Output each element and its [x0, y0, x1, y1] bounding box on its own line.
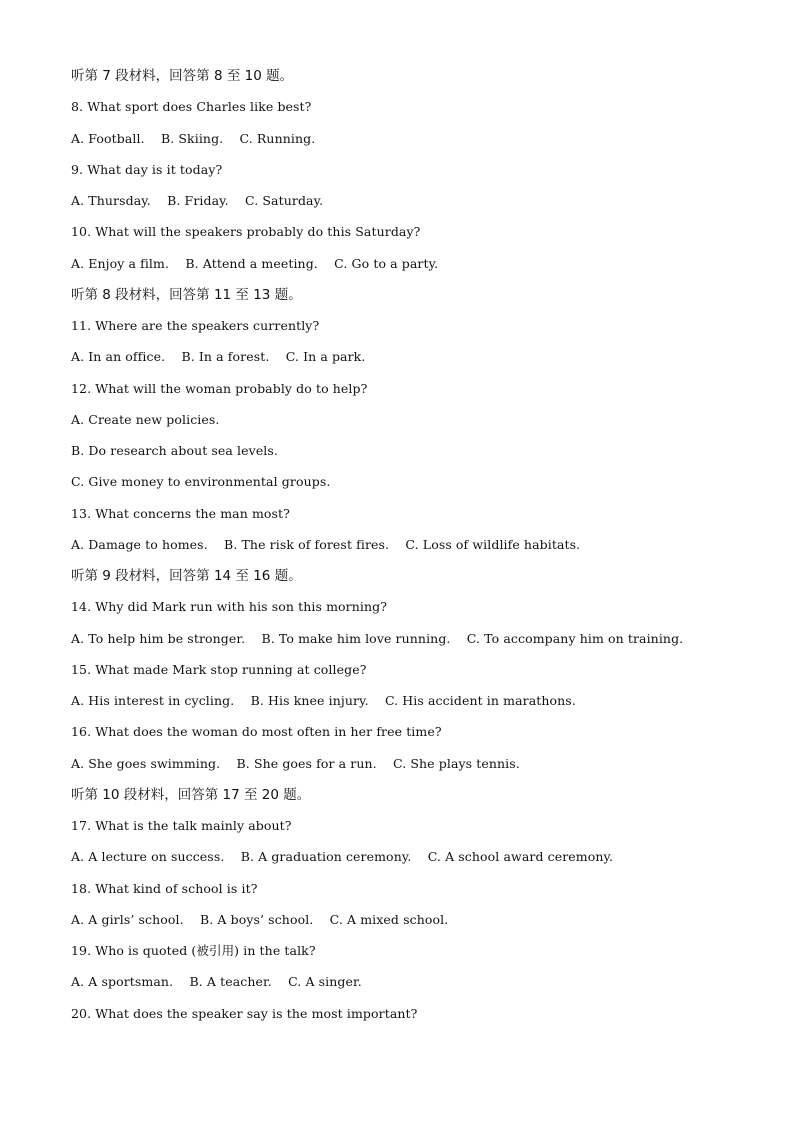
question-15-options: A. His interest in cycling. B. His knee injury. C. His accident in marathons.	[71, 693, 576, 708]
question-19: 19. Who is quoted (被引用) in the talk?	[71, 943, 316, 958]
question-15: 15. What made Mark stop running at college?	[71, 661, 367, 677]
question-20: 20. What does the speaker say is the most important?	[71, 1005, 418, 1021]
question-14: 14. Why did Mark run with his son this morning?	[71, 599, 388, 615]
question-12-option-c: C. Give money to environmental groups.	[71, 474, 331, 490]
section-heading: 听第 9 段材料，回答第 14 至 16 题。	[71, 568, 302, 584]
question-17-options: A. A lecture on success. B. A graduation ceremony. C. A school award ceremony.	[71, 849, 614, 865]
question-10: 10. What will the speakers probably do this Saturday?	[71, 224, 421, 240]
section-heading: 听第 7 段材料，回答第 8 至 10 题。	[71, 68, 294, 84]
question-12-option-a: A. Create new policies.	[71, 411, 220, 427]
question-10-options: A. Enjoy a film. B. Attend a meeting. C. Go to a party.	[71, 255, 439, 271]
question-11: 11. Where are the speakers currently?	[71, 318, 320, 333]
question-12-option-b: B. Do research about sea levels.	[71, 443, 278, 458]
section-heading: 听第 10 段材料，回答第 17 至 20 题。	[71, 786, 311, 803]
question-18: 18. What kind of school is it?	[71, 880, 258, 896]
question-16: 16. What does the woman do most often in her free time?	[71, 724, 442, 740]
question-list	[71, 65, 771, 1034]
question-13-options: A. Damage to homes. B. The risk of forest fires. C. Loss of wildlife habitats.	[71, 536, 581, 552]
question-16-options: A. She goes swimming. B. She goes for a run. C. She plays tennis.	[71, 755, 520, 771]
question-17: 17. What is the talk mainly about?	[71, 818, 292, 833]
question-19-options: A. A sportsman. B. A teacher. C. A singer.	[71, 974, 362, 990]
question-8-options: A. Football. B. Skiing. C. Running.	[71, 130, 316, 146]
question-9-options: A. Thursday. B. Friday. C. Saturday.	[71, 193, 324, 208]
question-13: 13. What concerns the man most?	[71, 505, 290, 521]
question-11-options: A. In an office. B. In a forest. C. In a park.	[71, 349, 366, 365]
question-14-options: A. To help him be stronger. B. To make him love running. C. To accompany him on training.	[71, 630, 684, 646]
question-18-options: A. A girls’ school. B. A boys’ school. C. A mixed school.	[71, 911, 449, 927]
question-9: 9. What day is it today?	[71, 161, 223, 177]
section-heading: 听第 8 段材料，回答第 11 至 13 题。	[71, 286, 302, 303]
question-8: 8. What sport does Charles like best?	[71, 99, 312, 115]
question-12: 12. What will the woman probably do to help?	[71, 380, 368, 396]
